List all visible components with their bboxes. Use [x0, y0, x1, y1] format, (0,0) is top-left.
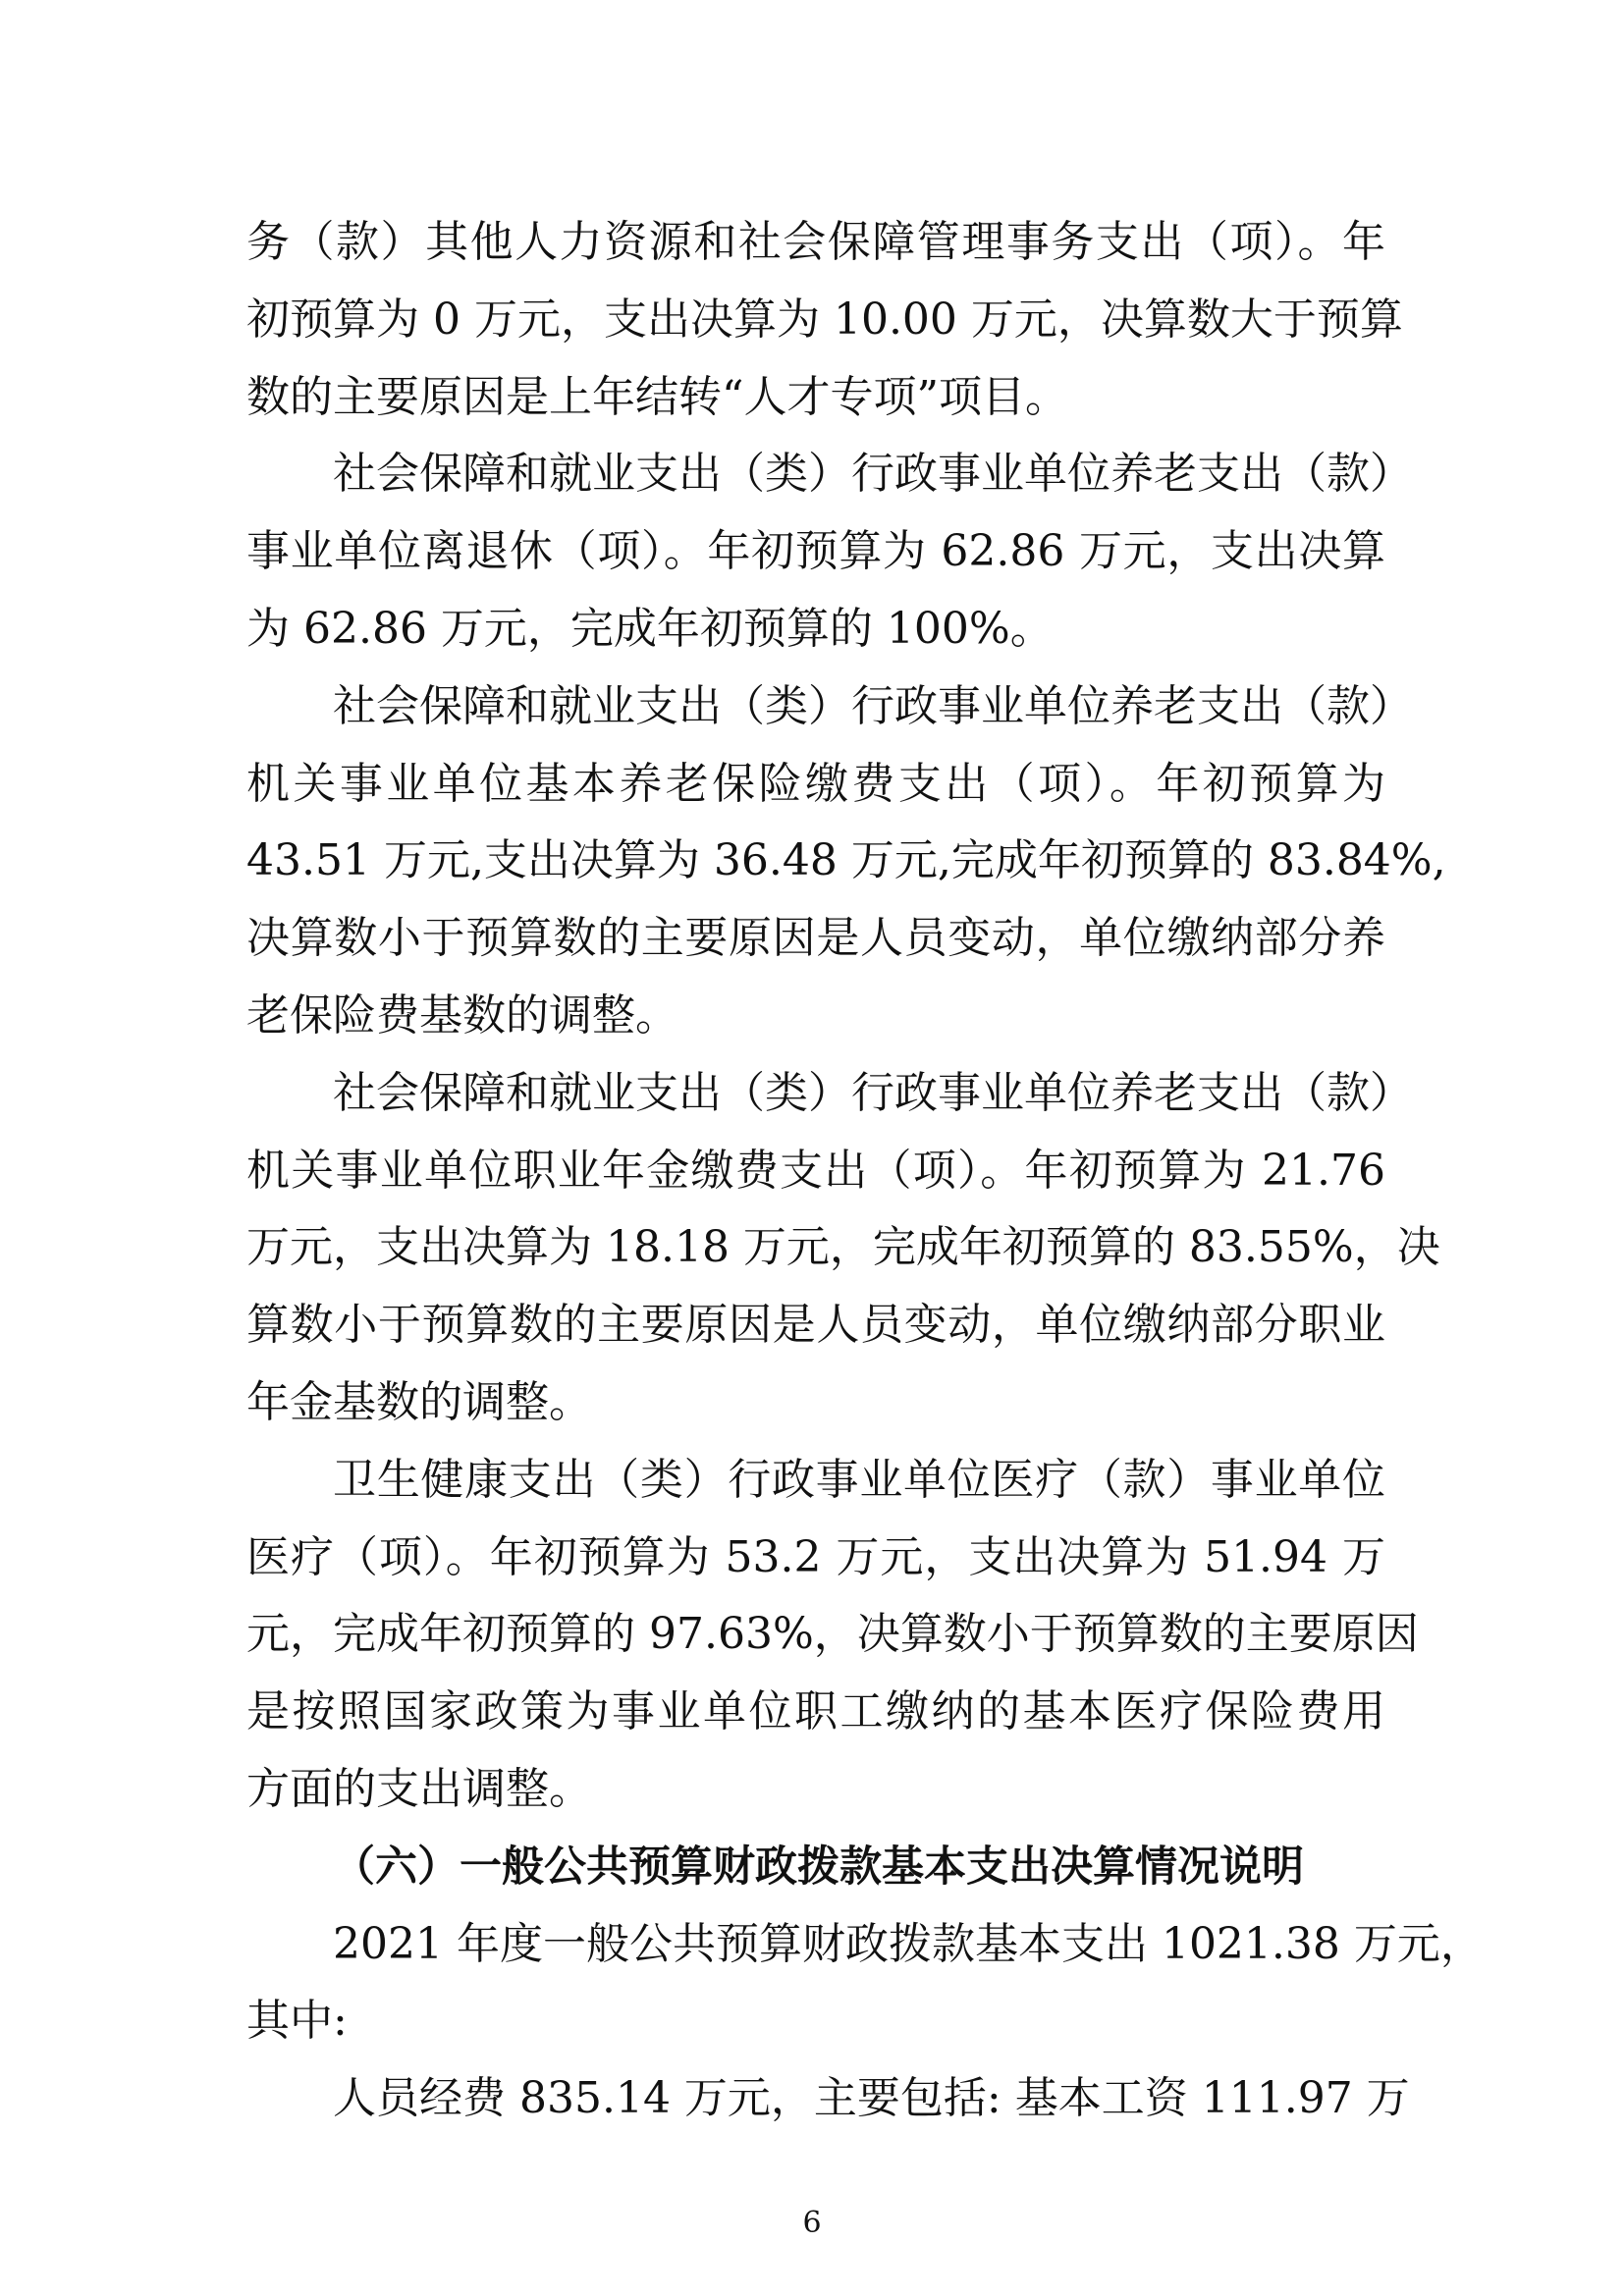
section-heading: （六）一般公共预算财政拨款基本支出决算情况说明 [333, 1842, 1304, 1892]
text-line: 为 62.86 万元，完成年初预算的 100%。 [246, 603, 1054, 654]
paragraph-first-line: 人员经费 835.14 万元，主要包括: 基本工资 111.97 万 [333, 2073, 1410, 2124]
text-line: 方面的支出调整。 [246, 1763, 592, 1814]
text-line: 老保险费基数的调整。 [246, 989, 678, 1041]
text-line: 万元，支出决算为 18.18 万元，完成年初预算的 83.55%，决 [246, 1222, 1440, 1273]
text-line: 元，完成年初预算的 97.63%，决算数小于预算数的主要原因 [246, 1609, 1419, 1660]
page-number: 6 [802, 2206, 822, 2240]
paragraph-first-line: 卫生健康支出（类）行政事业单位医疗（款）事业单位 [333, 1454, 1385, 1505]
text-line: 事业单位离退休（项）。年初预算为 62.86 万元，支出决算 [246, 526, 1385, 577]
text-line: 决算数小于预算数的主要原因是人员变动，单位缴纳部分养 [246, 913, 1385, 964]
text-line: 机关事业单位基本养老保险缴费支出（项）。年初预算为 [246, 758, 1385, 809]
text-line: 医疗（项）。年初预算为 53.2 万元，支出决算为 51.94 万 [246, 1531, 1385, 1582]
text-line: 数的主要原因是上年结转“人才专项”项目。 [246, 371, 1068, 422]
text-line: 务（款）其他人力资源和社会保障管理事务支出（项）。年 [246, 217, 1385, 267]
paragraph-first-line: 2021 年度一般公共预算财政拨款基本支出 1021.38 万元， [333, 1918, 1484, 1969]
text-line: 年金基数的调整。 [246, 1376, 592, 1427]
paragraph-first-line: 社会保障和就业支出（类）行政事业单位养老支出（款） [333, 449, 1413, 500]
text-line: 其中: [246, 1996, 348, 2047]
text-line: 43.51 万元,支出决算为 36.48 万元,完成年初预算的 83.84%, [246, 835, 1446, 886]
text-line: 机关事业单位职业年金缴费支出（项）。年初预算为 21.76 [246, 1145, 1385, 1196]
text-line: 是按照国家政策为事业单位职工缴纳的基本医疗保险费用 [246, 1686, 1385, 1737]
text-line: 初预算为 0 万元，支出决算为 10.00 万元，决算数大于预算 [246, 294, 1403, 345]
body-text [246, 204, 1484, 2138]
paragraph-first-line: 社会保障和就业支出（类）行政事业单位养老支出（款） [333, 1067, 1413, 1118]
text-line: 算数小于预算数的主要原因是人员变动，单位缴纳部分职业 [246, 1300, 1385, 1351]
paragraph-first-line: 社会保障和就业支出（类）行政事业单位养老支出（款） [333, 680, 1413, 731]
